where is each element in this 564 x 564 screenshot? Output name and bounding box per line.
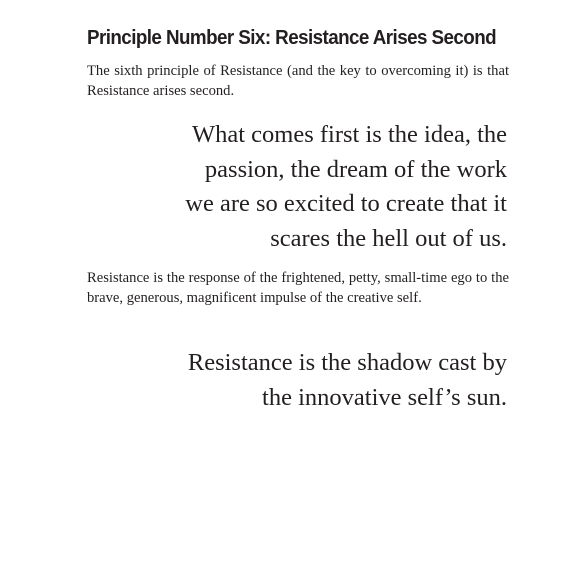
pull-quote-line: Resistance is the shadow cast by (187, 349, 507, 376)
section-heading: Principle Number Six: Resistance Arises Second (87, 27, 497, 49)
pull-quote-line: passion, the dream of the work (204, 155, 507, 183)
pull-quote-shadow (188, 346, 507, 415)
pull-quote-line: the innovative self’s sun. (262, 383, 507, 411)
pull-quote-line: What comes first is the idea, the (192, 121, 507, 148)
pull-quote-idea (185, 118, 507, 256)
paragraph-resistance-ego: Resistance is the response of the frightened, petty, small-time ego to the brave, generous, magnificent impulse of the creative self. (87, 270, 509, 306)
pull-quote-line: scares the hell out of us. (270, 224, 507, 252)
paragraph-intro: The sixth principle of Resistance (and the key to overcoming it) is that Resistance arises second. (87, 63, 509, 99)
pull-quote-line: we are so excited to create that it (185, 190, 507, 217)
